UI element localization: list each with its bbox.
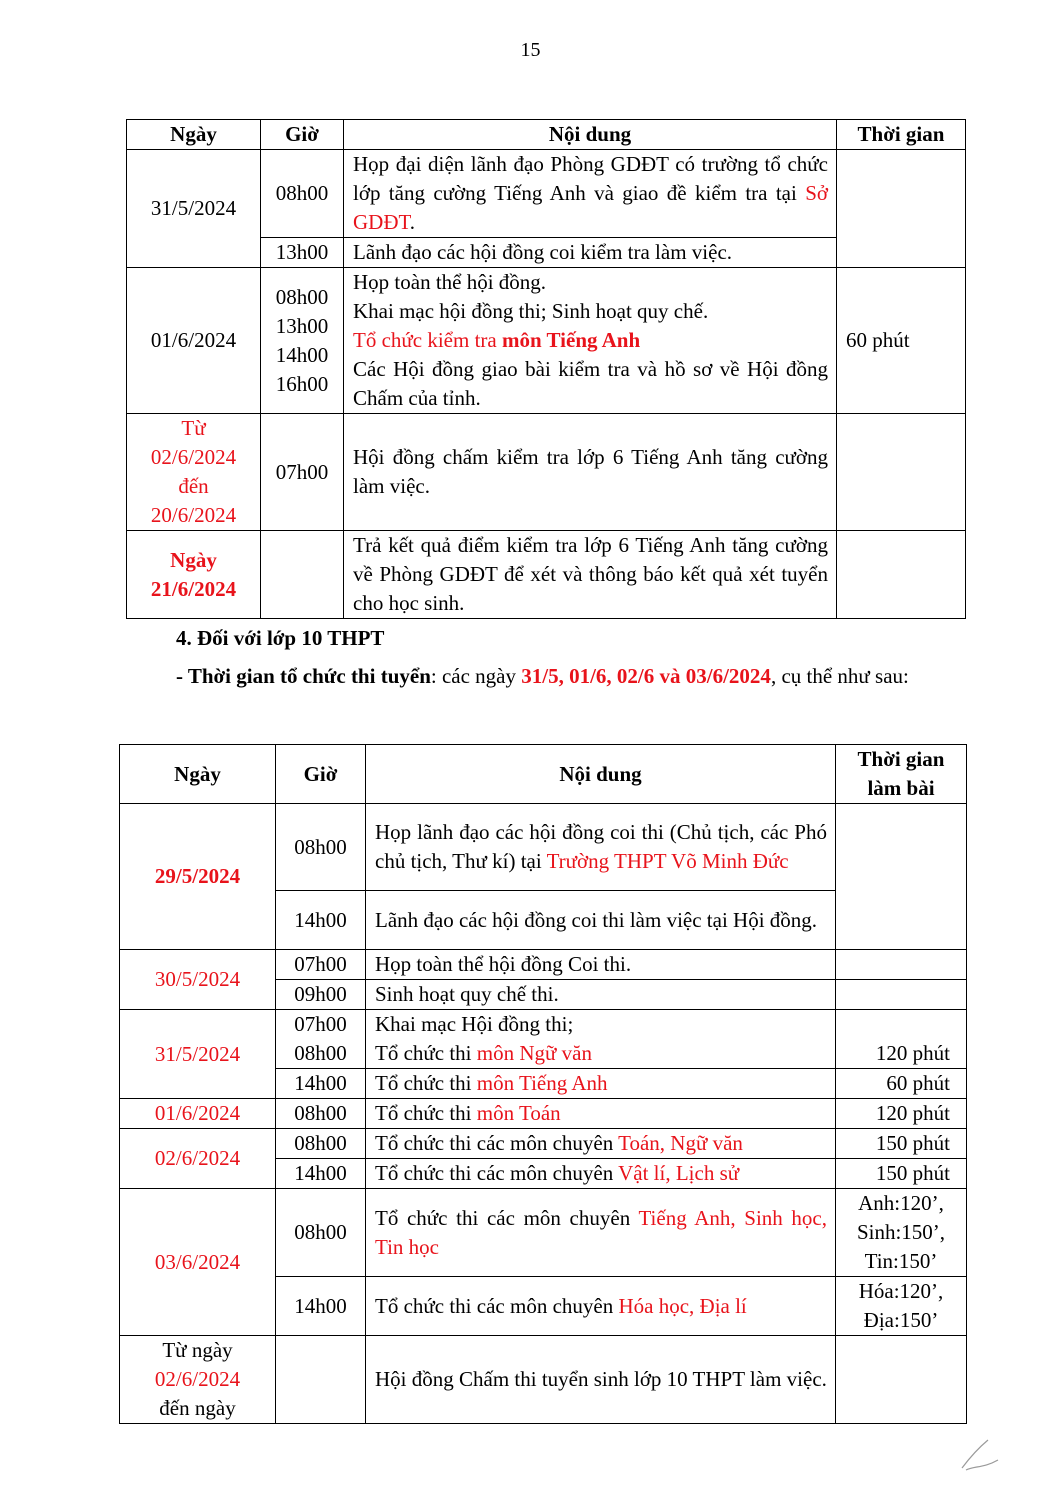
time-cell: 14h00 [276, 1277, 366, 1336]
duration-cell: 120 phút [836, 1010, 967, 1069]
content-cell: Lãnh đạo các hội đồng coi thi làm việc tại Hội đồng. [366, 891, 836, 950]
duration-cell: Anh:120’, Sinh:150’, Tin:150’ [836, 1189, 967, 1277]
section-heading: 4. Đối với lớp 10 THPT [176, 626, 385, 650]
time-cell: 08h00 [276, 804, 366, 891]
time-cell [261, 531, 344, 619]
time-cell: 08h00 13h00 14h00 16h00 [261, 268, 344, 414]
content-cell: Lãnh đạo các hội đồng coi kiểm tra làm việc. [344, 238, 837, 268]
content-cell: Hội đồng Chấm thi tuyển sinh lớp 10 THPT làm việc. [366, 1336, 836, 1424]
table-row [127, 268, 966, 414]
duration-cell [836, 1336, 967, 1424]
signature-mark [958, 1430, 1008, 1474]
duration-cell [836, 980, 967, 1010]
highlight-text: môn Tiếng Anh [476, 1071, 608, 1095]
time-cell [276, 1336, 366, 1424]
duration-cell [836, 804, 967, 950]
duration-cell [837, 414, 966, 531]
content-cell: Tổ chức thi các môn chuyên Toán, Ngữ văn [366, 1129, 836, 1159]
time-cell: 07h00 [261, 414, 344, 531]
duration-cell: 60 phút [837, 268, 966, 414]
date-cell: Từ ngày 02/6/2024 đến ngày [120, 1336, 276, 1424]
time-cell: 07h00 08h00 [276, 1010, 366, 1069]
table-row [127, 531, 966, 619]
highlight-text: Toán, Ngữ văn [618, 1131, 743, 1155]
table-row [120, 1336, 967, 1424]
content-cell: Hội đồng chấm kiểm tra lớp 6 Tiếng Anh tăng cường làm việc. [344, 414, 837, 531]
page-number: 15 [520, 39, 541, 61]
date-cell: 31/5/2024 [120, 1010, 276, 1099]
table-row [127, 414, 966, 531]
duration-cell: Hóa:120’, Địa:150’ [836, 1277, 967, 1336]
table-row [120, 1010, 967, 1069]
content-cell: Họp lãnh đạo các hội đồng coi thi (Chủ tịch, các Phó chủ tịch, Thư kí) tại Trường THPT Võ Minh Đức [366, 804, 836, 891]
header-duration: Thời gian [837, 120, 966, 150]
content-cell: Tổ chức thi môn Toán [366, 1099, 836, 1129]
schedule-table-grade6 [126, 119, 966, 619]
highlight-text: môn Ngữ văn [476, 1041, 592, 1065]
schedule-table-grade10 [119, 744, 967, 1424]
duration-cell: 60 phút [836, 1069, 967, 1099]
content-cell: Tổ chức thi các môn chuyên Hóa học, Địa lí [366, 1277, 836, 1336]
highlight-text: Sở GDĐT [353, 181, 828, 234]
content-cell: Họp toàn thể hội đồng. Khai mạc hội đồng thi; Sinh hoạt quy chế. Tổ chức kiểm tra môn Tiếng Anh Các Hội đồng giao bài kiểm tra và hồ sơ về Hội đồng Chấm của tỉnh. [344, 268, 837, 414]
time-cell: 14h00 [276, 1159, 366, 1189]
header-time: Giờ [276, 745, 366, 804]
time-cell: 09h00 [276, 980, 366, 1010]
header-date: Ngày [120, 745, 276, 804]
date-cell: 31/5/2024 [127, 150, 261, 268]
content-cell: Tổ chức thi môn Tiếng Anh [366, 1069, 836, 1099]
date-cell: 29/5/2024 [120, 804, 276, 950]
header-content: Nội dung [344, 120, 837, 150]
highlight-text: Vật lí, Lịch sử [618, 1161, 740, 1185]
date-cell: 30/5/2024 [120, 950, 276, 1010]
duration-cell [837, 531, 966, 619]
duration-cell [836, 950, 967, 980]
content-cell: Tổ chức thi các môn chuyên Tiếng Anh, Sinh học, Tin học [366, 1189, 836, 1277]
table-header-row [120, 745, 967, 804]
table-row [120, 804, 967, 891]
table-row [120, 1189, 967, 1277]
exam-schedule-paragraph: - Thời gian tổ chức thi tuyển: các ngày 31/5, 01/6, 02/6 và 03/6/2024, cụ thể như sau: [176, 664, 909, 688]
time-cell: 14h00 [276, 1069, 366, 1099]
date-cell: Ngày 21/6/2024 [127, 531, 261, 619]
table-row [120, 950, 967, 980]
header-date: Ngày [127, 120, 261, 150]
duration-cell: 150 phút [836, 1129, 967, 1159]
date-cell: 03/6/2024 [120, 1189, 276, 1336]
content-cell: Trả kết quả điểm kiểm tra lớp 6 Tiếng Anh tăng cường về Phòng GDĐT để xét và thông báo kết quả xét tuyển cho học sinh. [344, 531, 837, 619]
table-header-row [127, 120, 966, 150]
date-cell: 01/6/2024 [120, 1099, 276, 1129]
content-cell: Sinh hoạt quy chế thi. [366, 980, 836, 1010]
highlight-text: Hóa học, Địa lí [618, 1293, 747, 1318]
time-cell: 08h00 [276, 1129, 366, 1159]
header-time: Giờ [261, 120, 344, 150]
date-cell: Từ 02/6/2024 đến 20/6/2024 [127, 414, 261, 531]
header-content: Nội dung [366, 745, 836, 804]
time-cell: 08h00 [261, 150, 344, 238]
time-cell: 07h00 [276, 950, 366, 980]
time-cell: 08h00 [276, 1099, 366, 1129]
duration-cell: 150 phút [836, 1159, 967, 1189]
highlight-text: 31/5, 01/6, 02/6 và 03/6/2024 [521, 664, 771, 688]
content-cell: Họp đại diện lãnh đạo Phòng GDĐT có trường tổ chức lớp tăng cường Tiếng Anh và giao đề kiểm tra tại Sở GDĐT. [344, 150, 837, 238]
date-cell: 02/6/2024 [120, 1129, 276, 1189]
highlight-text: Trường THPT Võ Minh Đức [546, 849, 789, 873]
highlight-text: Tiếng Anh, Sinh học, Tin học [375, 1205, 827, 1259]
content-cell: Tổ chức thi các môn chuyên Vật lí, Lịch sử [366, 1159, 836, 1189]
table-row [120, 1099, 967, 1129]
table-row [120, 1129, 967, 1159]
date-cell: 01/6/2024 [127, 268, 261, 414]
content-cell: Họp toàn thể hội đồng Coi thi. [366, 950, 836, 980]
header-duration: Thời gian làm bài [836, 745, 967, 804]
time-cell: 08h00 [276, 1189, 366, 1277]
duration-cell: 120 phút [836, 1099, 967, 1129]
time-cell: 14h00 [276, 891, 366, 950]
time-cell: 13h00 [261, 238, 344, 268]
highlight-text: môn Toán [476, 1101, 561, 1125]
duration-cell [837, 150, 966, 268]
table-row [127, 150, 966, 238]
content-cell: Khai mạc Hội đồng thi; Tổ chức thi môn Ngữ văn [366, 1010, 836, 1069]
